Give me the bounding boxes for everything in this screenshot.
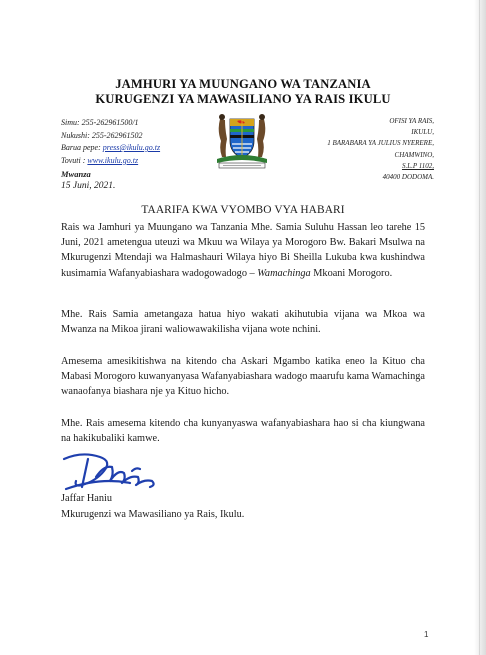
address-line-6: 40400 DODOMA. xyxy=(382,173,434,182)
email-label: Barua pepe: xyxy=(61,143,101,152)
website-label: Tovuti : xyxy=(61,155,86,165)
address-line-5: S.L.P 1102, xyxy=(401,161,434,170)
paragraph-4: Mhe. Rais amesema kitendo cha kunyanyaswa wafanyabiashara hao si cha kiungwana na hakikubaliki kamwe. xyxy=(61,418,425,445)
paragraph-1-text: Rais wa Jamhuri ya Muungano wa Tanzania Mhe. Samia Suluhu Hassan leo tarehe 15 Juni, 2021 ametengua uteuzi wa Mkuu wa Wilaya ya Morogoro Bw. Bakari Msulwa na Mkurugenzi Mtendaji wa Halmashauri Wilaya hiyo Bi Sheilla Lukuba kwa kushindwa kusimamia Wafanyabiashara wadogowadogo – xyxy=(61,222,425,279)
paragraph-1 xyxy=(61,220,425,281)
paragraph-3: Amesema amesikitishwa na kitendo cha Askari Mgambo katika eneo la Kituo cha Mabasi Morogoro kuwanyanyasa Wafanyabiashara wadogo maarufu kama Wamachinga wanaofanya biashara nje ya Kituo hicho. xyxy=(61,356,425,398)
signatory-name: Jaffar Haniu xyxy=(61,493,112,504)
address-line-4: CHAMWINO, xyxy=(394,150,434,159)
press-release-heading: TAARIFA KWA VYOMBO VYA HABARI xyxy=(141,204,345,216)
date-label: 15 Juni, 2021. xyxy=(61,181,116,191)
coat-of-arms-emblem xyxy=(211,111,273,169)
contact-block xyxy=(61,117,160,167)
website-line xyxy=(61,155,160,168)
fax-number: Nukushi: 255-262961502 xyxy=(61,130,143,140)
email-link[interactable]: press@ikulu.go.tz xyxy=(102,143,161,152)
signatory-title: Mkurugenzi wa Mawasiliano ya Rais, Ikulu. xyxy=(61,509,245,520)
address-line-2: IKULU, xyxy=(411,128,434,137)
header-directorate: KURUGENZI YA MAWASILIANO YA RAIS IKULU xyxy=(95,92,391,106)
phone-number: Simu: 255-262961500/1 xyxy=(61,118,139,127)
address-line-1: OFISI YA RAIS, xyxy=(389,117,434,125)
header-republic: JAMHURI YA MUUNGANO WA TANZANIA xyxy=(115,77,371,91)
website-link[interactable]: www.ikulu.go.tz xyxy=(87,155,139,165)
coat-of-arms-shield xyxy=(230,119,254,158)
address-line-3: 1 BARABARA YA JULIUS NYERERE, xyxy=(327,139,434,148)
handwritten-signature xyxy=(60,447,180,493)
page-number: 1 xyxy=(424,630,429,639)
paragraph-2: Mhe. Rais Samia ametangaza hatua hiyo wakati akihutubia vijana wa Mkoa wa Mwanza na Mikoa jirani waliowawakilisha vijana wote nchini. xyxy=(61,309,425,336)
location-label: Mwanza xyxy=(61,169,91,179)
office-address xyxy=(327,116,434,183)
email-line xyxy=(61,142,160,155)
paragraph-1-italic: Wamachinga xyxy=(257,267,311,279)
paragraph-1-end: Mkoani Morogoro. xyxy=(313,267,393,279)
